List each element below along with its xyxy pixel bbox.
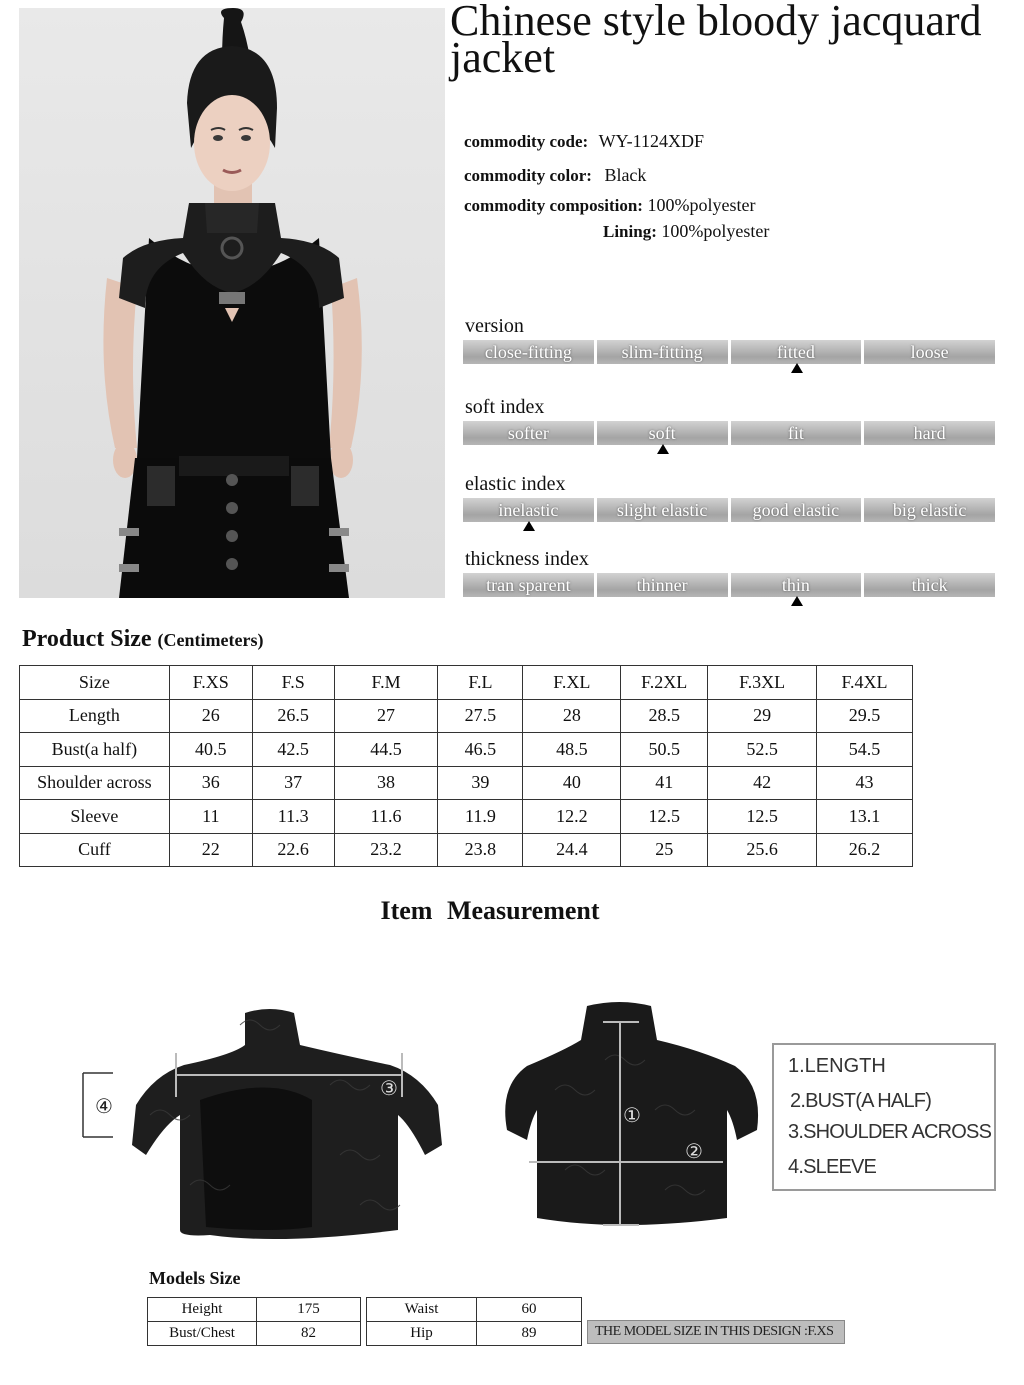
size-cell: 50.5 [621,733,708,767]
version-option: close-fitting [463,340,594,364]
legend-bust: 2.BUST(A HALF) [790,1090,932,1112]
version-option: fitted [731,340,862,364]
size-cell: 39 [438,766,523,800]
commodity-code-label: commodity code: [464,132,589,151]
size-cell: F.3XL [708,666,817,700]
size-cell: 40 [523,766,621,800]
size-row-label: Length [20,699,170,733]
lining-label: Lining: [603,222,657,241]
size-cell: 38 [334,766,438,800]
marker-4: ④ [95,1094,113,1118]
size-cell: 36 [169,766,252,800]
thickness-index-option: tran sparent [463,573,594,597]
models-size-table-right [366,1297,582,1346]
bust-value: 82 [257,1322,361,1346]
waist-value: 60 [477,1298,582,1322]
size-cell: 26 [169,699,252,733]
hip-value: 89 [477,1322,582,1346]
size-cell: 42.5 [252,733,334,767]
model-illustration [19,8,445,598]
marker-3: ③ [380,1076,398,1100]
thickness-index-selected-marker [791,596,803,606]
size-row [20,699,913,733]
legend-shoulder: 3.SHOULDER ACROSS [788,1121,992,1143]
size-cell: 11 [169,800,252,834]
size-cell: 48.5 [523,733,621,767]
soft-index-option: softer [463,421,594,445]
size-cell: 22.6 [252,833,334,867]
size-cell: 29 [708,699,817,733]
product-size-title [22,626,264,653]
elastic-index-label: elastic index [465,473,566,495]
size-cell: 37 [252,766,334,800]
product-size-unit: (Centimeters) [157,630,264,650]
size-cell: 44.5 [334,733,438,767]
thickness-index-option: thinner [597,573,728,597]
legend-length: 1.LENGTH [788,1055,886,1077]
item-measurement-title: Item Measurement [380,896,600,925]
soft-index-option: soft [597,421,728,445]
model-photo [19,8,445,598]
height-value: 175 [257,1298,361,1322]
size-cell: F.L [438,666,523,700]
commodity-color-row [464,165,646,186]
size-cell: 26.5 [252,699,334,733]
size-cell: 11.9 [438,800,523,834]
elastic-index-scale [463,498,995,522]
elastic-index-option: good elastic [731,498,862,522]
models-size-table-left [147,1297,361,1346]
size-cell: 25.6 [708,833,817,867]
jacket-back-diagram [475,1000,765,1235]
size-header-row [20,666,913,700]
hip-label: Hip [367,1322,477,1346]
marker-1: ① [623,1103,641,1127]
lining-row [603,221,769,242]
size-row [20,733,913,767]
size-cell: 11.6 [334,800,438,834]
bust-label: Bust/Chest [148,1322,257,1346]
soft-index-selected-marker [657,444,669,454]
soft-index-option: hard [864,421,995,445]
size-row-label: Sleeve [20,800,170,834]
size-row [20,800,913,834]
legend-sleeve: 4.SLEEVE [788,1156,877,1178]
elastic-index-option: slight elastic [597,498,728,522]
thickness-index-option: thin [731,573,862,597]
product-size-table [19,665,913,867]
size-cell: 42 [708,766,817,800]
height-label: Height [148,1298,257,1322]
size-cell: 25 [621,833,708,867]
size-cell: 12.2 [523,800,621,834]
elastic-index-selected-marker [523,521,535,531]
size-cell: 52.5 [708,733,817,767]
size-cell: F.4XL [817,666,913,700]
size-cell: 13.1 [817,800,913,834]
size-cell: 43 [817,766,913,800]
thickness-index-option: thick [864,573,995,597]
size-cell: 24.4 [523,833,621,867]
thickness-index-scale [463,573,995,597]
commodity-composition-value: 100%polyester [647,195,756,215]
size-row-label: Size [20,666,170,700]
size-cell: F.M [334,666,438,700]
soft-index-option: fit [731,421,862,445]
size-cell: 11.3 [252,800,334,834]
soft-index-label: soft index [465,396,545,418]
soft-index-scale [463,421,995,445]
size-row [20,766,913,800]
version-option: slim-fitting [597,340,728,364]
thickness-index-label: thickness index [465,548,589,570]
size-cell: 26.2 [817,833,913,867]
size-cell: F.XS [169,666,252,700]
commodity-composition-row [464,195,755,216]
marker-2: ② [685,1139,703,1163]
size-cell: 12.5 [708,800,817,834]
jacket-front-diagram [80,1005,450,1245]
version-scale [463,340,995,364]
size-cell: 27 [334,699,438,733]
size-cell: 46.5 [438,733,523,767]
commodity-color-value: Black [604,165,647,185]
product-size-heading: Product Size [22,626,152,652]
size-row-label: Cuff [20,833,170,867]
elastic-index-option: big elastic [864,498,995,522]
models-size-title: Models Size [149,1268,241,1288]
size-row-label: Shoulder across [20,766,170,800]
jacket-front-opening [200,1088,312,1231]
size-cell: 28 [523,699,621,733]
lining-value: 100%polyester [661,221,770,241]
commodity-code-value: WY-1124XDF [598,131,704,151]
version-selected-marker [791,363,803,373]
size-cell: 28.5 [621,699,708,733]
product-title: Chinese style bloody jacquard jacket [450,0,982,82]
size-cell: 40.5 [169,733,252,767]
commodity-color-label: commodity color: [464,166,592,185]
size-cell: 27.5 [438,699,523,733]
commodity-code-row [464,131,704,152]
waist-label: Waist [367,1298,477,1322]
size-cell: 29.5 [817,699,913,733]
size-cell: F.S [252,666,334,700]
elastic-index-option: inelastic [463,498,594,522]
size-cell: 23.8 [438,833,523,867]
size-cell: F.XL [523,666,621,700]
size-cell: 23.2 [334,833,438,867]
size-cell: F.2XL [621,666,708,700]
commodity-composition-label: commodity composition: [464,196,643,215]
size-cell: 41 [621,766,708,800]
version-label: version [465,315,524,337]
size-cell: 54.5 [817,733,913,767]
size-cell: 22 [169,833,252,867]
model-size-note: THE MODEL SIZE IN THIS DESIGN :F.XS [587,1320,845,1344]
size-cell: 12.5 [621,800,708,834]
size-row [20,833,913,867]
version-option: loose [864,340,995,364]
measurement-legend [772,1043,996,1191]
size-row-label: Bust(a half) [20,733,170,767]
